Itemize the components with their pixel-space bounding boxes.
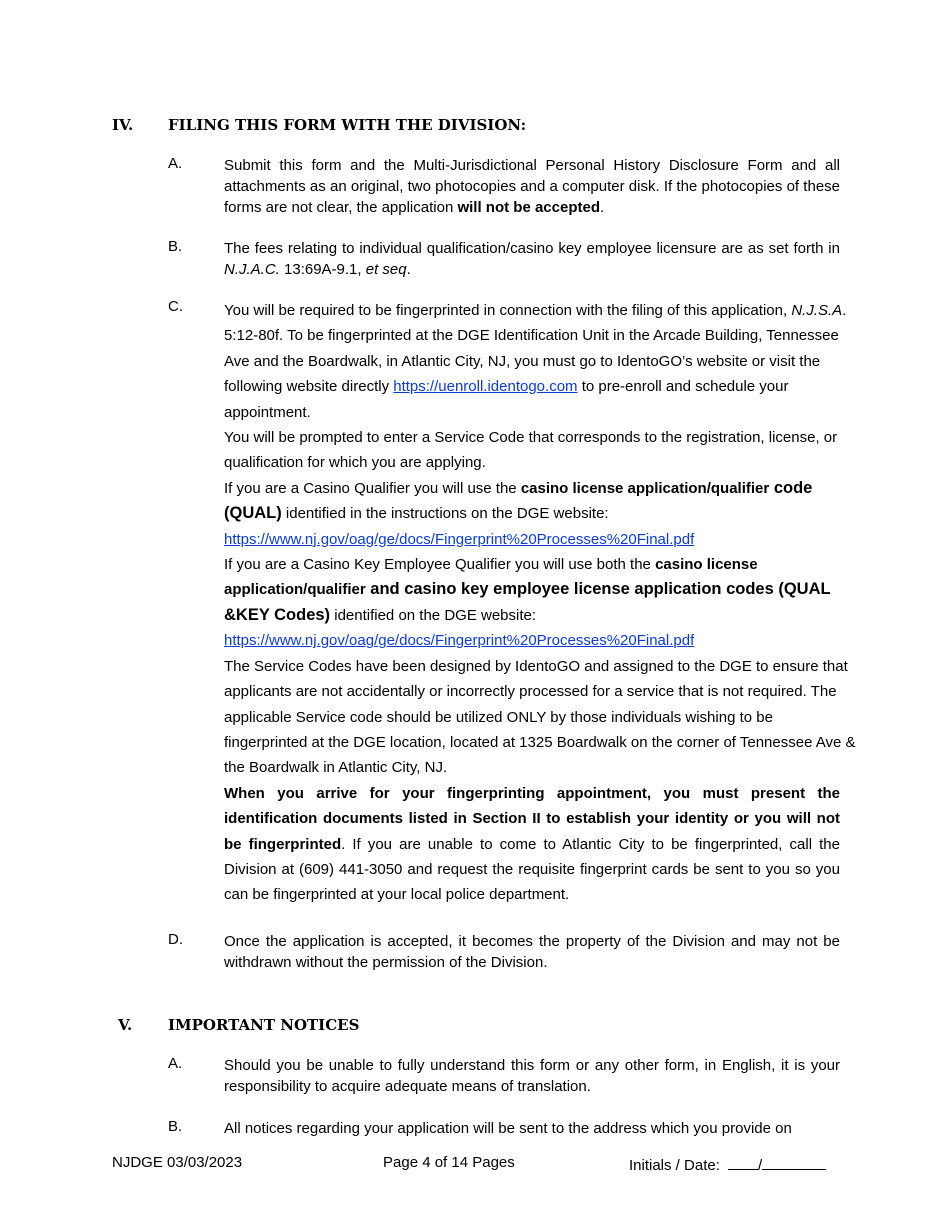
item-text: Once the application is accepted, it becomes the property of the Division and may not be withdrawn without the permission of the Division. (224, 933, 840, 971)
initials-slash: / (758, 1157, 763, 1174)
item-text: Submit this form and the Multi-Jurisdictional Personal History Disclosure Form and all attachments as an original, two photocopies and a computer disk. If the photocopies of these forms are not clear, the application will not be accepted. (224, 157, 840, 216)
initials-blank[interactable] (728, 1154, 758, 1170)
date-blank[interactable] (762, 1154, 826, 1170)
item-v-b (168, 1118, 840, 1139)
item-iv-d (168, 931, 840, 973)
section-v-heading (118, 1016, 359, 1034)
section-v-number: V. (118, 1016, 133, 1034)
item-letter: B. (168, 1118, 183, 1135)
paragraph-casino-qualifier: If you are a Casino Qualifier you will use the casino license application/qualifier code (QUAL) identified in the instructions on the DGE website: https://www.nj.gov/oag/ge/docs/Fingerprint%20Processes%20Final.pdf (224, 478, 813, 548)
item-iv-b (168, 238, 840, 280)
section-iv-number: IV. (112, 116, 134, 134)
section-v-title: IMPORTANT NOTICES (168, 1016, 360, 1034)
initials-date-field (629, 1154, 826, 1174)
item-iv-c (168, 298, 858, 908)
identogo-enroll-link[interactable]: https://uenroll.identogo.com (393, 378, 578, 396)
paragraph-fingerprint-intro: You will be required to be fingerprinted in connection with the filing of this application, N.J.S.A. 5:12-80f. To be fingerprinted at the DGE Identification Unit in the Arcade Building, Tennessee Ave and the Boardwalk, in Atlantic City, NJ, you must go to IdentoGO’s website or visit the following website directly https://uenroll.identogo.com to pre-enroll and schedule your appointment. (224, 302, 847, 421)
page-number: Page 4 of 14 Pages (383, 1154, 515, 1171)
paragraph-service-code-design: The Service Codes have been designed by IdentoGO and assigned to the DGE to ensure that applicants are not accidentally or incorrectly processed for a service that is not required. The applicable Service code should be utilized ONLY by those individuals wishing to be fingerprinted at the DGE location, located at 1325 Boardwalk on the corner of Tennessee Ave & the Boardwalk in Atlantic City, NJ. (224, 657, 856, 777)
item-letter: D. (168, 931, 183, 948)
item-iv-a (168, 155, 840, 218)
form-id: NJDGE 03/03/2023 (112, 1154, 243, 1171)
initials-label: Initials / Date: (629, 1157, 720, 1174)
item-letter: B. (168, 238, 183, 255)
item-text (224, 298, 858, 908)
item-text: Should you be unable to fully understand this form or any other form, in English, it is your responsibility to acquire adequate means of translation. (224, 1057, 840, 1095)
section-iv-title: FILING THIS FORM WITH THE DIVISION: (168, 116, 527, 134)
paragraph-appointment-notice: When you arrive for your fingerprinting appointment, you must present the identification documents listed in Section II to establish your identity or you will not be fingerprinted. If you are unable to come to Atlantic City to be fingerprinted, call the Division at (609) 441-3050 and request the requisite fingerprint cards be sent to you so you can be fingerprinted at your local police department. (224, 784, 840, 904)
paragraph-service-code: You will be prompted to enter a Service Code that corresponds to the registration, license, or qualification for which you are applying. (224, 429, 838, 472)
section-iv-heading (112, 116, 526, 134)
item-text: All notices regarding your application will be sent to the address which you provide on (224, 1120, 792, 1137)
fingerprint-process-link-2[interactable]: https://www.nj.gov/oag/ge/docs/Fingerprint%20Processes%20Final.pdf (224, 632, 695, 650)
fingerprint-process-link-1[interactable]: https://www.nj.gov/oag/ge/docs/Fingerprint%20Processes%20Final.pdf (224, 530, 695, 548)
item-v-a (168, 1055, 840, 1097)
paragraph-key-employee: If you are a Casino Key Employee Qualifier you will use both the casino license application/qualifier and casino key employee license application codes (QUAL &KEY Codes) identified on the DGE website: https://www.nj.gov/oag/ge/docs/Fingerprint%20Processes%20Final.pdf (224, 556, 831, 650)
item-letter: A. (168, 155, 183, 172)
item-letter: A. (168, 1055, 183, 1072)
item-letter: C. (168, 298, 183, 315)
item-text: The fees relating to individual qualification/casino key employee licensure are as set forth in N.J.A.C. 13:69A-9.1, et seq. (224, 240, 840, 278)
